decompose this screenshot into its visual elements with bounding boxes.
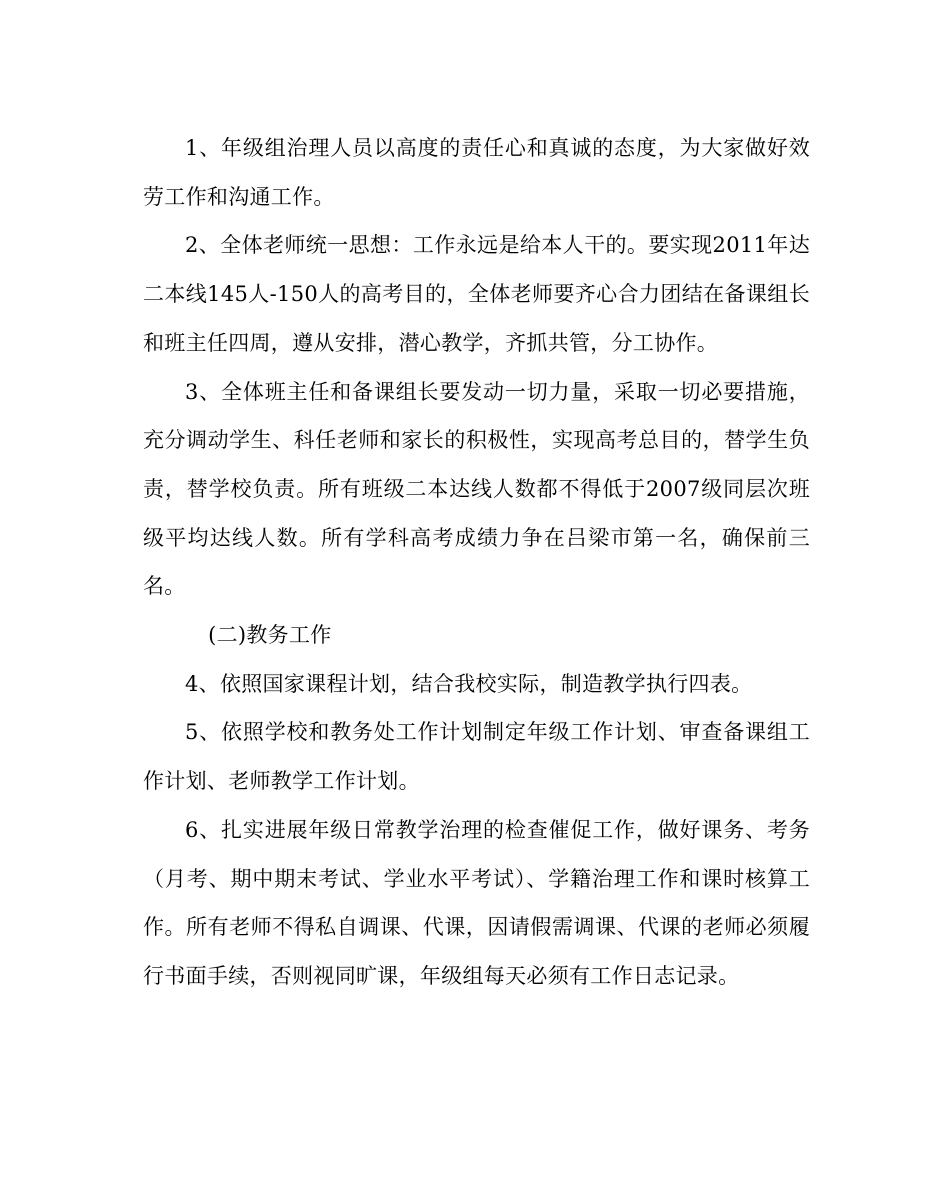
- paragraph-6: 6、扎实进展年级日常教学治理的检查催促工作，做好课务、考务（月考、期中期末考试、学业水平考试）、学籍治理工作和课时核算工作。所有老师不得私自调课、代课，因请假需调课、代课的老师必须履行书面手续，否则视同旷课，年级组每天必须有工作日志记录。: [143, 817, 810, 988]
- paragraph-2: 2、全体老师统一思想：工作永远是给本人干的。要实现2011年达二本线145人-150人的高考目的，全体老师要齐心合力团结在备课组长和班主任四周，遵从安排，潜心教学，齐抓共管，分工协作。: [143, 233, 810, 355]
- paragraph-1: 1、年级组治理人员以高度的责任心和真诚的态度，为大家做好效劳工作和沟通工作。: [143, 136, 810, 209]
- paragraph-4: 4、依照国家课程计划，结合我校实际，制造教学执行四表。: [185, 671, 753, 696]
- section-heading: (二)教务工作: [208, 623, 332, 648]
- paragraph-5: 5、依照学校和教务处工作计划制定年级工作计划、审查备课组工作计划、老师教学工作计划。: [143, 720, 810, 794]
- paragraph-3: 3、全体班主任和备课组长要发动一切力量，采取一切必要措施，充分调动学生、科任老师和家长的积极性，实现高考总目的，替学生负责，替学校负责。所有班级二本达线人数都不得低于2007级同层次班级平均达线人数。所有学科高考成绩力争在吕梁市第一名，确保前三名。: [143, 379, 810, 599]
- document-body: [143, 124, 810, 1001]
